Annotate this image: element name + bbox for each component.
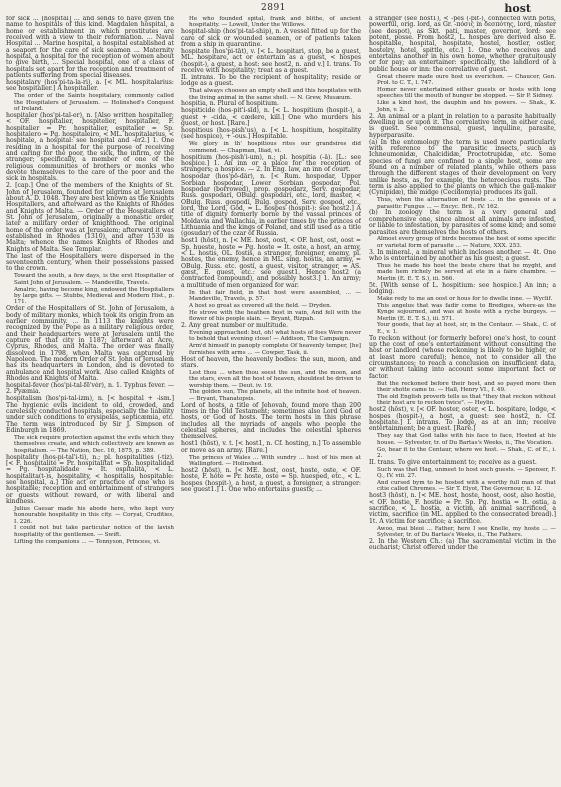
dictionary-entry: 2. In the Western Ch.: (a) The sacramental victim in the eucharist; Christ offered under the (369, 537, 556, 552)
dictionary-entry: hospodar (hos'pō-där), n. [< Rum. hospodar, Upper Sorbian hospodar, Lower Sorbian gospodar, Pol. hospodar (borrowed), prop. gospodarz, Serv. gospodar, Russ. gospodarĭ, OBulg. gospodarĭ, etc., lord, master, < OBulg. Russ. gospodĭ, Bulg. gospod, Serv. gospod, etc., lord, the Lord, God, = L. hospes (hospit-): see host2.] A title of dignity formerly borne by the vassal princes of Moldavia and Wallachia, in earlier times by the princes of Lithuania and the kings of Poland, and still used as a title (gosudar) of the czar of Russia. (181, 173, 361, 238)
quotation: That always chooses an empty shell and this hospitates with the living animal in the same shell. — N. Grew, Musæum. (189, 88, 361, 101)
dictionary-entry: hospitium (hos-pish'i-um), n.; pl. hospitia (-ä). [L.: see hospice.] 1. An inn or a place for the reception of strangers; a hospice. — 2. In Eng. law, an inn of court. (181, 153, 361, 174)
dictionary-entry: host2 (hōst), n. [< ME. host, oost, hoste, oste, < OF. hoste, F. hôte = Pr. hoste, oste = Sp. huesped, etc., < L. hospes (hospit-), a host, a guest, a foreigner, a stranger: see guest1.] 1. One who entertains guests; ... (181, 466, 361, 493)
quotation: In that fair field, in that host were assembled, ... — Mandeville, Travels, p. 57. (189, 289, 361, 302)
quotation: The princes of Wales ... With sundry ... host of his men at Wallingford. — Holinshed. (189, 454, 361, 468)
quotation: Thus he made his host the beste chere that he myght, and made hem richely be served at ete in a faire chambre. — Merlin (E. E. T. S.), iii. 566. (377, 263, 556, 282)
dictionary-entry: host2 (hōst), v. [< OF. hoster, oster, < L. hospitare, lodge, < hospes (hospit-), a host, a guest: see host2, n. Cf. hospitate.] I. intrans. To lodge, as at an inn; receive entertainment; be a guest. [Rare.] (369, 406, 556, 433)
quotation: The sick require protection against the evils which they themselves create, and which collectively are known as hospitalism. — The Nation, Dec. 16, 1875, p. 389. (14, 434, 174, 454)
dictionary-entry: hospitalism (hos'pi-tal-izm), n. [< hospital + -ism.] The hygienic evils incident to old, crowded, and carelessly conducted hospitals, especially the liability under such conditions to erysipelas, septicæmia, etc. The term was introduced by Sir J. Simpson of Edinburgh in 1869. (6, 395, 174, 434)
quotation: They say that God talks with his face to face, Hosted at his house. — Sylvester, tr. of Du Bartas's Weeks, ii., The Vocation. (377, 433, 556, 446)
dictionary-entry: (b) In zoology the term is a very general and comprehensive one, since almost all animals are infested, or liable to infestation, by parasites of some kind; and some parasites are themselves the hosts of others. (369, 209, 556, 236)
dictionary-entry: hospitality (hos-pi-tal'i-ti), n.; pl. hospitalities (-tiz). [< F. hospitalité = Pr. hospitalitat = Sp. hospitalidad = Pg. hospitalidade = It. ospitalità, < L. hospitalita(t-)s, hospitality, < hospitalis, hospitable: see hospital, a.] The act or practice of one who is hospitable; reception and entertainment of strangers or guests without reward, or with liberal and kindness. (6, 453, 174, 505)
dictionary-entry: for sick ... [hospital] ... and sends to have given the name to hospitals of this kind. Magdalen hospital, a home or establishment in which prostitutes are received with a view to their reformation. ... Naval Hospital ... Marine hospital, a hospital established at a seaport for the care of sick seamen ... Maternity hospital, a hospital for the reception of women about to give birth, ... Special hospital, one of a class of hospitals set apart for the reception and treatment of patients suffering from special diseases. (6, 16, 174, 80)
quotation: Make redy to me an oost or hous for to dwelle inne. — Wyclif. (377, 295, 553, 302)
dictionary-entry: host1 (hōst), n. [< ME. host, oost, < OF. host, ost, oost = Sp. hueste, hoste = Pg. hoste = It. oste, a host, an army, < L. hostis, OL. fostis, a stranger, foreigner, enemy, pl. hostes, the enemy, hence in ML. sing. hostis, an army, = OBulg. Russ. etc. gostĭ, a guest, visitor, stranger, = AS. gæst, E. guest, etc.: see guest1. Hence host2 (a contracted compound), and possibly host3.] 1. An army; a multitude of men organized for war. (181, 237, 361, 289)
quotation: The order of the Saints hospitalary, commonly called the Hospitalers of Jerusalem. — Holinshed's Conquest of Ireland. (14, 93, 174, 112)
quotation: Lest thou ... when thou seest the sun, and the moon, and the stars, even all the host of heaven, shouldest be driven to worship them. — Deut. iv. 19. (189, 369, 361, 389)
quotation: Such was that Hag, unmeet to host such guests. — Spenser, F. Q., IV. viii. 27. (377, 466, 556, 480)
dictionary-entry: 2. Any great number or multitude. (181, 322, 289, 330)
dictionary-entry: hospital-fever (hos'pi-tal-fē'vėr), n. 1. Typhus fever. — 2. Pyæmia. (6, 381, 174, 396)
dictionary-entry: hospitalary (hos'pi-ta-la-ri), a. [< ML. hospitalarius: see hospitaller.] A hospitaller. (6, 79, 174, 93)
dictionary-entry: a stranger (see host1), < -pes (-pit-), connected with potis, powerful, orig. lord, as Gr. -πόσις in δεσπότης, lord, master (see despot), as Skt. pati, master, governor, lord: see potent, posse. From host2, L. hospes are derived also E. hospitable, hospital, hospitate, hostel, hostler, ostler, hostelry, hotel, spittle, etc.] 1. One who receives and entertains another in his own home, whether gratuitously or for pay; an entertainer: specifically, the landlord of a public house or inn: the correlative of guest. (369, 16, 556, 73)
dictionary-entry: (a) In the entomology the term is used more particularly with reference to the parasitic insects, such as Ichneumonidæ, Chalcididæ, Proctotrupidæ, etc. Some species of fungi are confined to a single host, some are found on a number of related plants, while others pass through the different stages of their development on very unlike hosts, as, for example, the heteroecious rusts. The term is also applied to the plants on which the gall-maker (Cynipidæ), the midge (Cecidomyia) produces its gall. (369, 138, 556, 197)
quotation: Almost every group of birds becomes the host of some specific or varietal form of parasite ... — Nature, XXX. 253. (377, 236, 556, 249)
dictionary-entry: hospitaler (hos'pi-tal-er), n. [Also written hospitaller; < OF. hospitalier, hospitelier, hospitalier, F. hospitalier = Pr. hospitalier, espitalier = Sp. hospitalero = Pg. hospitaleiro, < ML. hospitalarius, < hospitale, a hospital: see hospital and -er2.] 1. One residing in a hospital for the purpose of receiving and caring for the poor, the sick, the infirm, or the stranger; specifically, a member of one of the religious communities of brothers or monks who devote themselves to the care of the poor and the sick in hospitals. (6, 111, 174, 183)
quotation: He who founded spital, frank and blithe, of ancient hospitality. — Lowell, Under the Willows. (189, 16, 361, 29)
quotation: And cursed bym to be hosted with a worthy full man of that citie called Chremes. — Sir T. Elyot, The Governour, ii. 12. (377, 480, 556, 493)
quotation: Your goods, that lay at host, sir, in the Centaur. — Shak., C. of E., v. 1. (377, 322, 556, 335)
dictionary-entry: host1 (hōst), v. t. [< host1, n. Cf. hosting, n.] To assemble or move as an army. [Rare.] (181, 440, 361, 454)
column-middle (181, 16, 361, 780)
quotation: Arm'd himself in panoply complete Of heavenly temper, [he] furnishes with arms ... — Cowper, Task, ii. (189, 343, 361, 356)
quotation: We glory in th' hospitious rites our grandsires did commend. — Chapman, Iliad, vi. (189, 141, 361, 154)
quotation: I could not but take particular notice of the lavish hospitality of the gentlemen. — Swift. (14, 525, 174, 538)
quotation: Homer never entertained either guests or hosts with long speeches till the mouth of hunger be stopped. — Sir P. Sidney. (377, 86, 556, 100)
quotation: Evening approached: but, oh! what hosts of foes Were never to behold that evening close! — Addison, The Campaign. (189, 330, 361, 343)
quotation: The old English proverb tells us that "they that reckon without their host are to reckon twice". — Heylin. (377, 394, 556, 407)
quotation: Great cheere made oure host us everichon. — Chaucer, Gen. Prol. to C. T., l. 747. (377, 73, 556, 87)
dictionary-entry: 5t. [With sense of L. hospitium: see hospice.] An inn; a lodging. (369, 281, 556, 295)
dictionary-entry: Lord of hosts, a title of Jehovah, found more than 200 times in the Old Testament; sometimes also Lord God of hosts, or God of hosts. The term hosts in this phrase includes all the myriads of angels who people the celestial spheres, and includes the celestial spheres themselves. (181, 401, 361, 441)
dictionary-entry: hospitia, n. Plural of hospitium. (181, 100, 279, 108)
page-number: 2891 (261, 3, 286, 13)
dictionary-entry: hospitious (hos-pish'us), a. [< L. hospitium, hospitality (see hospice), + -ous.] Hospitable. (181, 127, 361, 141)
quotation: But the reckoned before their host, and so payed more then their shotte came to. — Hall, Henry VI., f. 49. (377, 380, 556, 394)
dictionary-entry: The last of the Hospitallers were dispersed in the seventeenth century, when their possessions passed to the crown. (6, 252, 174, 273)
dictionary-entry: II. intrans. To be the recipient of hospitality; reside or lodge as a guest. (181, 73, 361, 88)
dictionary-entry: 3. In mineral., a mineral which incloses another. — 4t. One who is entertained by another as his guest; a guest. (369, 248, 556, 263)
quotation: Lifting the companions ... — Tennyson, Princess, vi. (14, 538, 161, 545)
quotation: Like a kind host, the dauphin and his powers. — Shak., K. John, v. 2. (377, 100, 556, 113)
dictionary-entry: To reckon without (or formerly before) one's host, to count up the cost of one's entertainment without consulting the host or landlord (whose reckoning is likely to be higher, or at least more careful); hence, not to consider all the circumstances; to reach a conclusion on insufficient data, or without taking into account some important fact or factor. (369, 334, 556, 380)
quotation: He strove with the heathen host in vain, And fell with the flower of his people slain. — Bryant, Rizpah. (189, 309, 361, 323)
dictionary-entry: Order of the Hospitallers of St. John of Jerusalem, a body of military monks, which took its origin from an earlier community. ... In 1113 the knights were recognized by the Pope as a military religious order, and their headquarters were at Jerusalem until the capture of that city in 1187; afterward at Acre, Cyprus, Rhodes, and Malta. The order was finally dissolved in 1798, when Malta was captured by Napoleon. The modern Order of St. John of Jerusalem has its headquarters in London, and is devoted to ambulance and hospital work. Also called Knights of Rhodes and Knights of Malta. (6, 305, 174, 382)
dictionary-entry: hospiticide (hos-pit'i-sīd), n. [< L. hospitium (hospit-), a guest + -cida, < cædere, kill.] One who murders his guest, or host. [Rare.] (181, 107, 361, 128)
dictionary-entry: hospitate (hos'pi-tāt), v. [< L. hospitari, stop, be a guest, ML. hospitare, act or entertain as a guest, < hospes (hospit-), a guest, a host: see host2, n. and v.] I. trans. To receive with hospitality; treat as a guest. (181, 47, 361, 74)
quotation: Awoo, mai bleoi ... Father, here I see Knelle, my hoste ... — Sylvester, tr. of Du Bartas's Weeks, ii., The Fathers. (377, 525, 556, 538)
column-right (369, 16, 556, 780)
guide-word: host (504, 2, 531, 15)
quotation: Go, bear it to the Centaur, where we host. — Shak., C. of E., i. 2. (377, 446, 556, 459)
dictionary-entry: 2. An animal or a plant in relation to a parasite habitually dwelling in or upon it. The correlative term, in either case, is guest. See commensal, guest, inquiline, parasite, hyperparasite. (369, 112, 556, 139)
quotation: The golden sun, The planets, all the infinite host of heaven. — Bryant, Thanatopsis. (189, 389, 361, 402)
quotation: This angelus that was fadir come to Brediges, where-as the Kynge sojourned, and was at hoste with a ryche burgeys. — Merlin (E. E. T. S.), iii. 571. (377, 302, 556, 322)
quotation: Amalric, having become king, endowed the Hospitallers by large gifts. — Stubbs, Medieval and Modern Hist., p. 171. (14, 286, 174, 306)
quotation: Thus, when the alternation of hosts ... in the genesis of a parasitic Fungus ... — Encyc. Brit., IV. 162. (377, 197, 556, 210)
dictionary-entry: 2. [cap.] One of the members of the Knights of St. John of Jerusalem, founded for pilgrims at Jerusalem about A. D. 1048. They are best known as the Knights Hospitallers, and afterward as the Knights of Rhodes and Knights of Malta. — Order of the Hospitallers of St. John of Jerusalem, originally a monastic order, later a military order of knighthood. The original home of the order was at Jerusalem; afterward it was established in Rhodes (1310), and after 1530 in Malta; whence the names Knights of Rhodes and Knights of Malta. See Templar. (6, 182, 174, 253)
dictionary-entry: II. trans. To give entertainment to; receive as a guest. (369, 458, 537, 466)
dictionary-entry: hospital-ship (hos'pi-tal-ship), n. A vessel fitted up for the care of sick or wounded seamen, or of patients taken from a ship in quarantine. (181, 28, 361, 48)
column-left (6, 16, 174, 780)
quotation: Julius Caesar made his abode here, who kept very honourable hospitality in this city. — Coryat, Crudities, I. 226. (14, 505, 174, 525)
quotation: Toward the south, a few days, is the erst Hospitaller of Saint John of Jerusalem. — Mandeville, Travels. (14, 273, 174, 286)
dictionary-entry: host3 (hōst), n. [< ME. host, hoste, hoost, oost, also hostie, < OF. hostie, F. hostie = Pr. Sp. Pg. hostia = It. ostia, a sacrifice, < L. hostia, a victim, an animal sacrificed, a victim, sacrifice (in ML. applied to the consecrated bread).] 1t. A victim for sacrifice; a sacrifice. (369, 492, 556, 525)
quotation: A host so great as covered all the field. — Dryden. (189, 302, 332, 309)
dictionary-entry: Host of heaven, the heavenly bodies: the sun, moon, and stars. (181, 355, 361, 369)
